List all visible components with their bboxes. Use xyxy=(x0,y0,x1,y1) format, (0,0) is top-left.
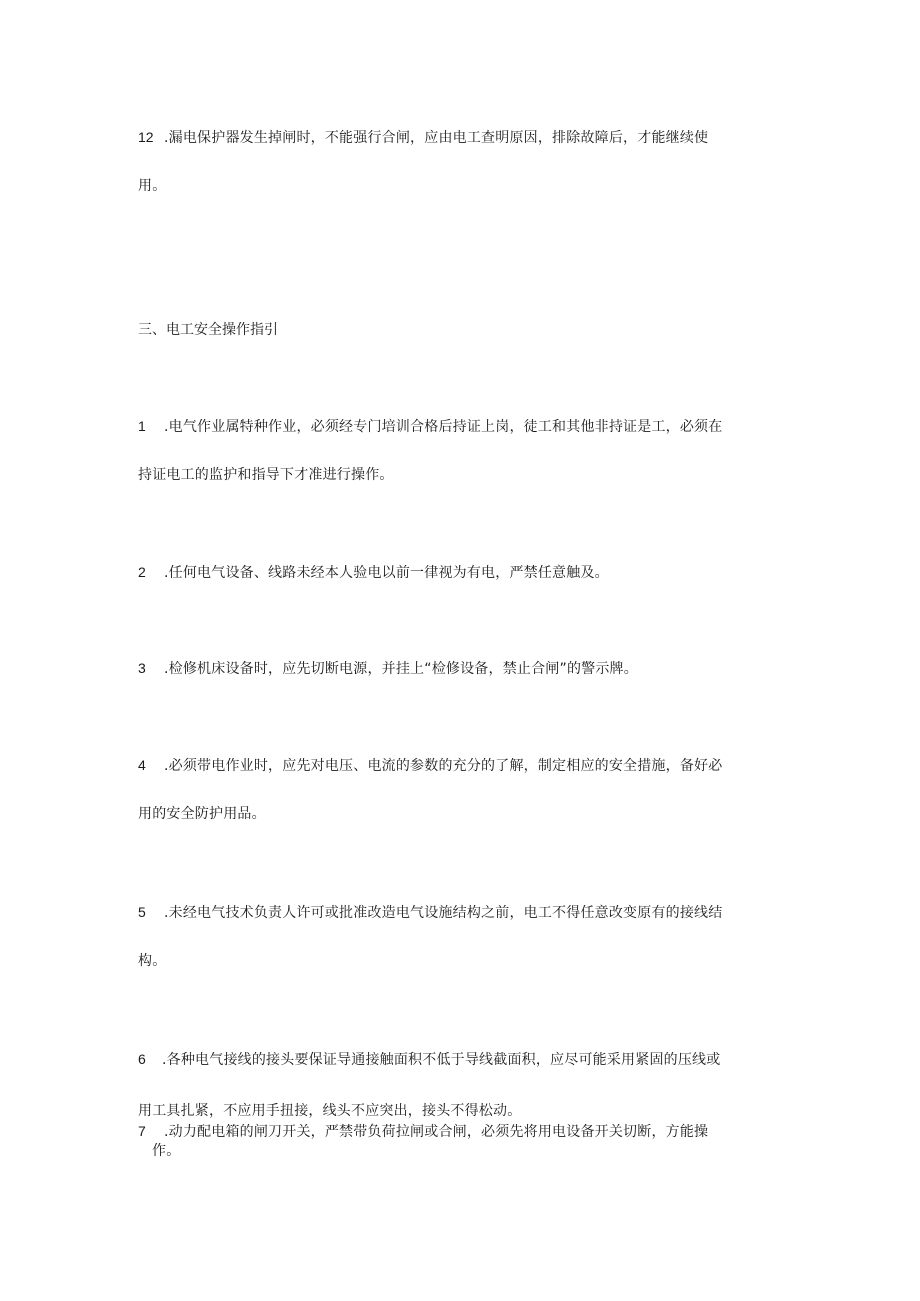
item-7-line-2 xyxy=(152,1141,180,1161)
item-7-line-1 xyxy=(138,1121,708,1142)
item-1-line-1 xyxy=(138,416,722,437)
item-text: .任何电气设备、线路未经本人验电以前一律视为有电，严禁任意触及。 xyxy=(164,565,609,581)
item-12-line-1 xyxy=(138,127,708,148)
item-text: .电气作业属特种作业，必须经专门培训合格后持证上岗，徒工和其他非持证是工，必须在 xyxy=(164,419,723,435)
item-5-line-1 xyxy=(138,902,722,923)
item-4-line-2 xyxy=(138,804,266,824)
item-5-line-2 xyxy=(138,951,166,971)
item-text: 持证电工的监护和指导下才准进行操作。 xyxy=(138,467,394,483)
item-number: 12 xyxy=(138,129,154,145)
item-text: .必须带电作业时，应先对电压、电流的参数的充分的了解，制定相应的安全措施，备好必 xyxy=(164,758,723,774)
item-2-line-1 xyxy=(138,562,609,583)
item-text: 构。 xyxy=(138,953,167,969)
item-3-line-1 xyxy=(138,658,638,679)
item-number: 5 xyxy=(138,904,146,920)
item-text: 作。 xyxy=(152,1143,181,1159)
item-text: .检修机床设备时，应先切断电源，并挂上“检修设备，禁止合闸”的警示牌。 xyxy=(164,661,638,677)
item-1-line-2 xyxy=(138,465,394,485)
item-6-line-1 xyxy=(138,1049,720,1070)
item-number: 2 xyxy=(138,564,146,580)
section-heading xyxy=(138,320,278,340)
item-number: 4 xyxy=(138,757,146,773)
item-text: 用的安全防护用品。 xyxy=(138,806,266,822)
item-12-line-2 xyxy=(138,176,166,196)
item-number: 3 xyxy=(138,660,146,676)
item-text: 用工具扎紧，不应用手扭接，线头不应突出，接头不得松动。 xyxy=(138,1103,522,1119)
item-text: .未经电气技术负责人许可或批准改造电气设施结构之前，电工不得任意改变原有的接线结 xyxy=(164,905,723,921)
item-text: .各种电气接线的接头要保证导通接触面积不低于导线截面积，应尽可能采用紧固的压线或 xyxy=(162,1052,721,1068)
item-number: 7 xyxy=(138,1123,146,1139)
item-text: .动力配电箱的闸刀开关，严禁带负荷拉闸或合闸，必须先将用电设备开关切断，方能操 xyxy=(164,1124,709,1140)
item-4-line-1 xyxy=(138,755,722,776)
item-text: .漏电保护器发生掉闸时，不能强行合闸，应由电工查明原因，排除故障后，才能继续使 xyxy=(164,130,709,146)
item-number: 1 xyxy=(138,418,146,434)
item-number: 6 xyxy=(138,1051,146,1067)
section-title: 三、电工安全操作指引 xyxy=(138,322,278,338)
item-text: 用。 xyxy=(138,178,167,194)
item-6-line-2 xyxy=(138,1101,521,1121)
